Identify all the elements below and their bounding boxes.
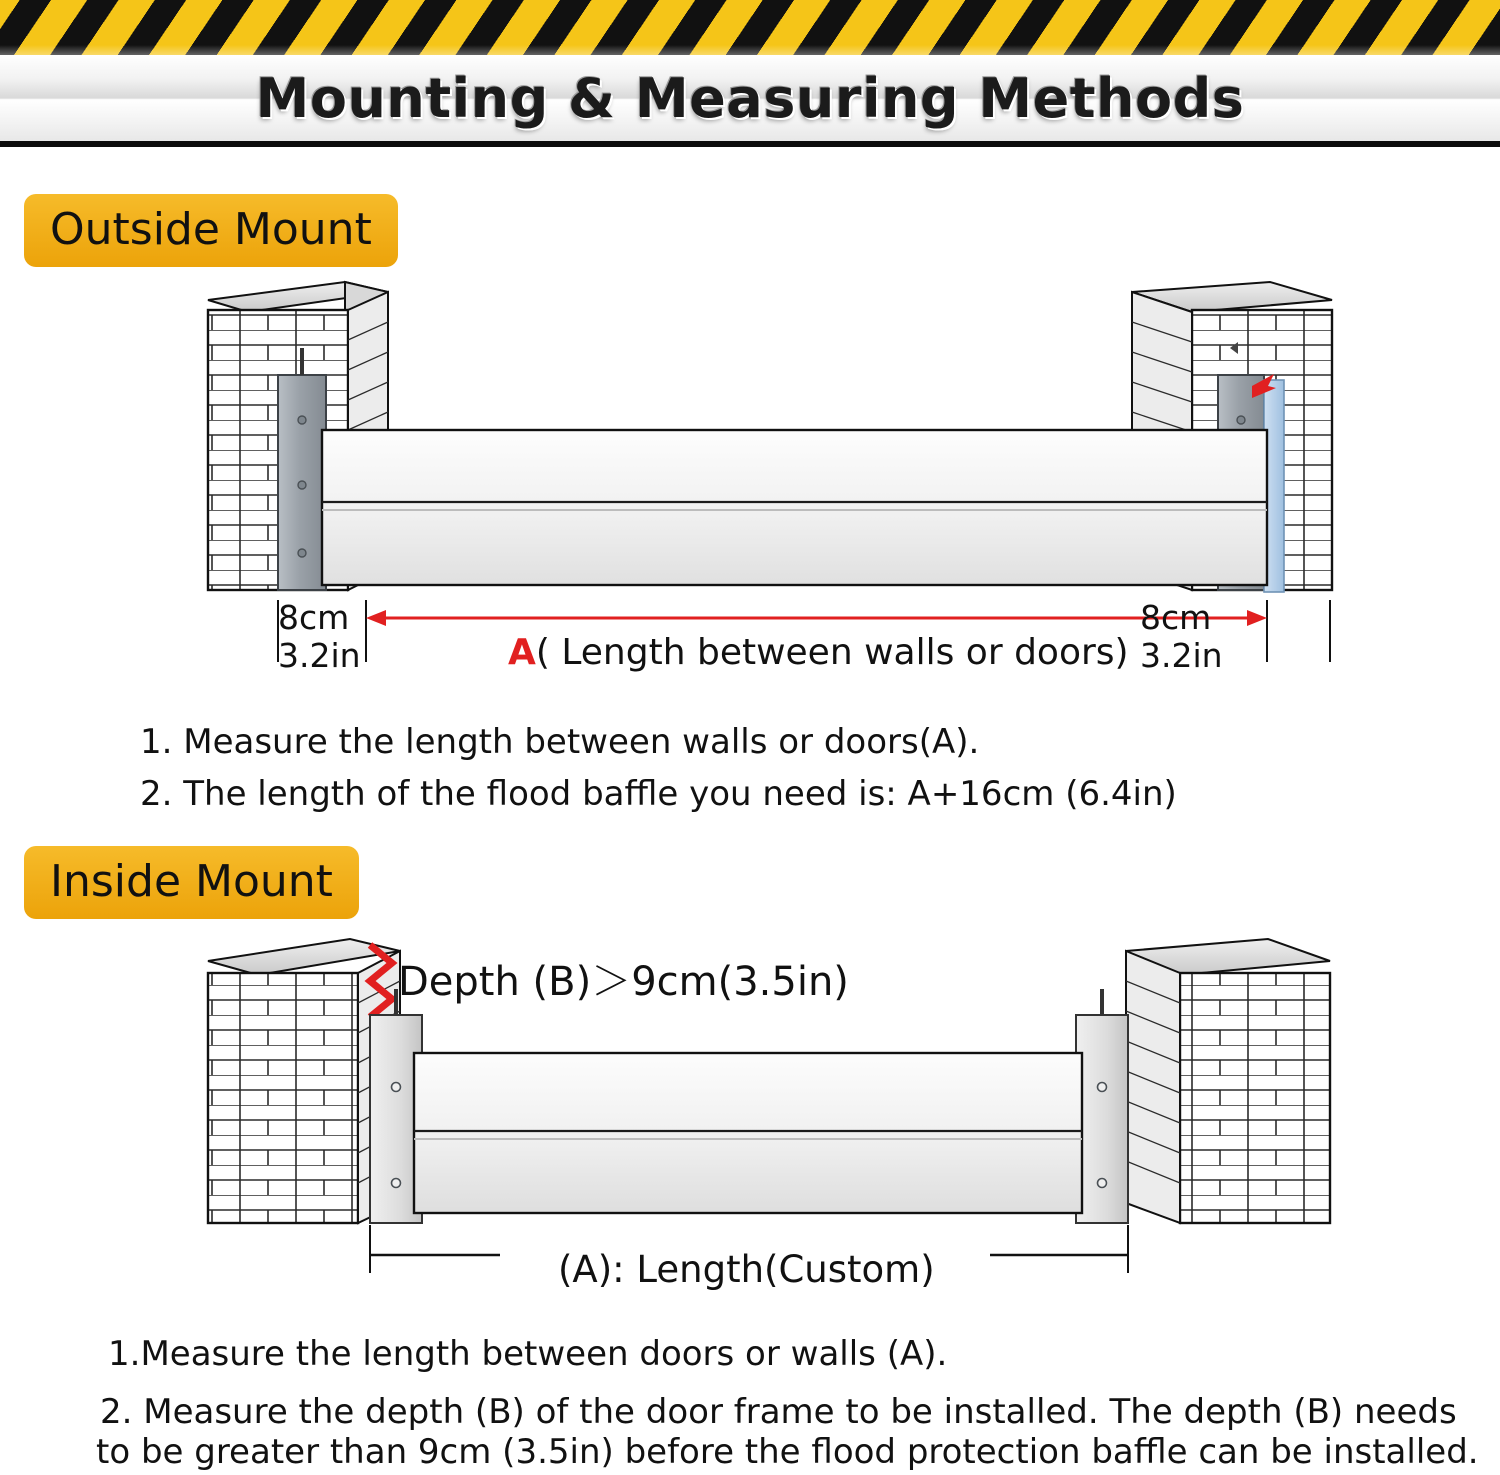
header-band	[0, 0, 1500, 152]
outside-left-margin-cm: 8cm	[278, 598, 350, 637]
page-title: Mounting & Measuring Methods	[255, 66, 1245, 130]
section-label-inside-mount: Inside Mount	[24, 846, 359, 919]
inside-step-2-line-2: to be greater than 9cm (3.5in) before the flood protection baffle can be installed.	[96, 1432, 1479, 1472]
outside-left-margin-in: 3.2in	[278, 636, 361, 675]
inside-step-1: 1.Measure the length between doors or walls (A).	[108, 1334, 948, 1374]
title-bar	[0, 55, 1500, 147]
inside-depth-note: Depth (B)＞9cm(3.5in)	[398, 959, 849, 1005]
dimension-caption: ( Length between walls or doors)	[535, 632, 1129, 673]
inside-step-2-line-1: 2. Measure the depth (B) of the door frame to be installed. The depth (B) needs	[100, 1392, 1457, 1432]
inside-length-caption: (A): Length(Custom)	[558, 1248, 935, 1291]
dimension-marker-a	[508, 632, 1129, 673]
outside-right-margin-in: 3.2in	[1140, 636, 1223, 675]
hazard-stripe-decoration	[0, 0, 1500, 58]
outside-right-margin-cm: 8cm	[1140, 598, 1212, 637]
section-label-outside-mount: Outside Mount	[24, 194, 398, 267]
dimension-marker-a-letter: A	[508, 632, 536, 673]
outside-step-1: 1. Measure the length between walls or doors(A).	[140, 722, 980, 762]
outside-step-2: 2. The length of the flood baffle you need is: A+16cm (6.4in)	[140, 774, 1177, 814]
